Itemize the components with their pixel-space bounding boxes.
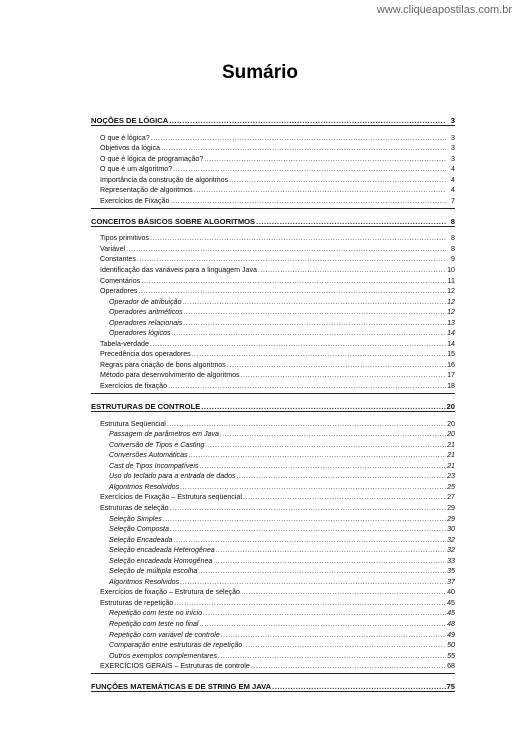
toc-page-number: 11 xyxy=(447,276,455,285)
toc-page-number: 17 xyxy=(447,371,455,380)
toc-section-heading[interactable] xyxy=(91,397,455,412)
toc-entry[interactable] xyxy=(91,596,455,607)
toc-page-number: 21 xyxy=(447,451,455,460)
toc-entry-label: Seleção de múltipla escolha xyxy=(109,567,198,576)
toc-entry-label: Operadores xyxy=(100,287,138,296)
toc-leader-dots xyxy=(172,329,446,337)
toc-entry-label: O que é lógica de programação? xyxy=(100,154,204,163)
toc-entry[interactable] xyxy=(91,449,455,460)
toc-page-number: 30 xyxy=(447,525,455,534)
toc-entry-label: Exercícios de fixação – Estrutura de seleção xyxy=(100,588,240,597)
toc-entry-label: Outros exemplos complementares xyxy=(109,651,218,660)
toc-page-number: 27 xyxy=(447,493,455,502)
toc-entry-label: Regras para criação de bons algoritmos xyxy=(100,360,226,369)
toc-page-number: 9 xyxy=(451,255,455,264)
toc-leader-dots xyxy=(141,277,446,285)
toc-page-number: 49 xyxy=(447,630,455,639)
toc-page-number: 29 xyxy=(447,514,455,523)
toc-page-number: 12 xyxy=(447,287,455,296)
toc-leader-dots xyxy=(168,382,446,390)
toc-leader-dots xyxy=(221,631,446,639)
toc-leader-dots xyxy=(163,515,446,523)
toc-leader-dots xyxy=(169,116,446,125)
toc-entry[interactable] xyxy=(91,316,455,327)
toc-entry-label: Seleção Simples xyxy=(109,514,162,523)
toc-entry[interactable] xyxy=(91,438,455,449)
toc-leader-dots xyxy=(241,371,446,379)
toc-entry-label: Tipos primitivos xyxy=(100,234,150,243)
toc-entry-label: Método para desenvolvimento de algoritmos xyxy=(100,371,240,380)
toc-entry-label: Operador de atribuição xyxy=(109,297,182,306)
toc-entry[interactable] xyxy=(91,617,455,628)
toc-entry[interactable] xyxy=(91,142,455,153)
toc-leader-dots xyxy=(251,662,446,670)
toc-leader-dots xyxy=(192,350,446,358)
toc-leader-dots xyxy=(137,255,446,263)
toc-leader-dots xyxy=(204,155,446,163)
toc-leader-dots xyxy=(173,165,446,173)
toc-entry[interactable] xyxy=(91,480,455,491)
toc-leader-dots xyxy=(201,402,445,411)
toc-entry[interactable] xyxy=(91,285,455,296)
toc-section xyxy=(91,111,455,209)
toc-page-number: 21 xyxy=(447,461,455,470)
toc-page-number: 3 xyxy=(451,154,455,163)
toc-entry[interactable] xyxy=(91,131,455,142)
toc-leader-dots xyxy=(237,472,446,480)
toc-section xyxy=(91,212,455,394)
toc-leader-dots xyxy=(150,234,446,242)
toc-section xyxy=(91,677,455,692)
toc-page-number: 20 xyxy=(447,419,455,428)
toc-leader-dots xyxy=(167,420,446,428)
toc-leader-dots xyxy=(184,308,446,316)
toc-entry[interactable] xyxy=(91,358,455,369)
toc-entry[interactable] xyxy=(91,173,455,184)
toc-entry-label: Algoritmos Resolvidos xyxy=(109,482,180,491)
toc-entry[interactable] xyxy=(91,369,455,380)
watermark: www.cliqueapostilas.com.br xyxy=(376,4,512,16)
toc-entry-label: Operadores aritméticos xyxy=(109,308,183,317)
toc-entry[interactable] xyxy=(91,306,455,317)
toc-page-number: 4 xyxy=(451,165,455,174)
toc-page-number: 20 xyxy=(447,430,455,439)
toc-leader-dots xyxy=(199,462,446,470)
toc-entry-label: Seleção Encadeada xyxy=(109,535,173,544)
toc-leader-dots xyxy=(170,504,446,512)
toc-page-number: 12 xyxy=(447,297,455,306)
toc-leader-dots xyxy=(126,245,446,253)
toc-entry-label: EXERCÍCIOS GERAIS – Estruturas de controle xyxy=(100,662,250,671)
toc-page-number: 37 xyxy=(447,577,455,586)
toc-leader-dots xyxy=(258,266,446,274)
toc-leader-dots xyxy=(229,176,446,184)
toc-leader-dots xyxy=(241,588,446,596)
toc-entry[interactable] xyxy=(91,242,455,253)
toc-page-number: 55 xyxy=(447,651,455,660)
toc-leader-dots xyxy=(203,609,446,617)
toc-entry[interactable] xyxy=(91,586,455,597)
toc-page-number: 45 xyxy=(447,598,455,607)
toc-entry[interactable] xyxy=(91,327,455,338)
toc-page-number: 21 xyxy=(447,440,455,449)
toc-entry-label: Tabela-verdade xyxy=(100,339,149,348)
toc-entry-label: Estruturas de seleção xyxy=(100,503,169,512)
toc-entry[interactable] xyxy=(91,544,455,555)
toc-heading-label: ESTRUTURAS DE CONTROLE xyxy=(91,402,201,412)
toc-entry[interactable] xyxy=(91,379,455,390)
toc-entry[interactable] xyxy=(91,649,455,660)
toc-entry[interactable] xyxy=(91,628,455,639)
toc-leader-dots xyxy=(180,483,446,491)
toc-leader-dots xyxy=(161,144,446,152)
toc-entry-label: Conversão de Tipos e Casting xyxy=(109,440,205,449)
toc-leader-dots xyxy=(243,641,446,649)
toc-entry-label: Precedência dos operadores xyxy=(100,350,191,359)
toc-leader-dots xyxy=(150,340,446,348)
toc-leader-dots xyxy=(194,186,446,194)
toc-entry[interactable] xyxy=(91,274,455,285)
toc-page-number: 14 xyxy=(447,329,455,338)
toc-leader-dots xyxy=(227,361,446,369)
toc-page-number: 16 xyxy=(447,360,455,369)
toc-entry-label: Passagem de parâmetros em Java xyxy=(109,430,220,439)
toc-section-heading[interactable] xyxy=(91,111,455,126)
toc-leader-dots xyxy=(180,578,446,586)
toc-leader-dots xyxy=(138,287,446,295)
toc-entry[interactable] xyxy=(91,459,455,470)
toc-entry[interactable] xyxy=(91,263,455,274)
toc-heading-label: NOÇÕES DE LÓGICA xyxy=(91,116,169,125)
toc-heading-label: FUNÇÕES MATEMÁTICAS E DE STRING EM JAVA xyxy=(91,682,272,692)
toc-entry-label: Estruturas de repetição xyxy=(100,598,174,607)
toc-entry-label: Exercícios de Fixação xyxy=(100,196,170,205)
toc-leader-dots xyxy=(198,567,446,575)
toc-page-number: 13 xyxy=(447,318,455,327)
toc-entry[interactable] xyxy=(91,232,455,243)
toc-entry[interactable] xyxy=(91,152,455,163)
toc-leader-dots xyxy=(205,441,446,449)
toc-leader-dots xyxy=(243,493,446,501)
toc-leader-dots xyxy=(189,451,446,459)
toc-entry-label: Objetivos da lógica xyxy=(100,144,160,153)
toc-page-number: 45 xyxy=(447,609,455,618)
toc-leader-dots xyxy=(256,217,446,226)
toc-page-number: 14 xyxy=(447,339,455,348)
toc-entry[interactable] xyxy=(91,337,455,348)
toc-page-number: 32 xyxy=(447,535,455,544)
toc-entry-label: Cast de Tipos Incompatíveis xyxy=(109,461,199,470)
toc-leader-dots xyxy=(200,620,446,628)
toc-page-number: 7 xyxy=(451,196,455,205)
toc-page-number: 8 xyxy=(451,244,455,253)
toc-entry[interactable] xyxy=(91,565,455,576)
toc-entry[interactable] xyxy=(91,184,455,195)
toc-entry-label: Constantes xyxy=(100,255,136,264)
toc-entry-label: Algoritmos Resolvidos xyxy=(109,577,180,586)
toc-page-number: 33 xyxy=(447,556,455,565)
toc-page-number: 12 xyxy=(447,308,455,317)
toc-page-number: 20 xyxy=(446,402,455,412)
toc-entry-label: Exercícios de fixação xyxy=(100,382,168,391)
toc-entry-label: Operadores relacionais xyxy=(109,318,183,327)
toc-page-number: 35 xyxy=(447,567,455,576)
toc-page-number: 18 xyxy=(447,382,455,391)
toc-leader-dots xyxy=(272,682,445,691)
toc-page-number: 10 xyxy=(447,266,455,275)
toc-page-number: 4 xyxy=(451,175,455,184)
toc-leader-dots xyxy=(216,546,446,554)
toc-entry[interactable] xyxy=(91,253,455,264)
toc-entry[interactable] xyxy=(91,348,455,359)
toc-page-number: 40 xyxy=(447,588,455,597)
toc-entry[interactable] xyxy=(91,470,455,481)
toc-entry-label: Estrutura Seqüencial xyxy=(100,419,166,428)
toc-page-number: 25 xyxy=(447,482,455,491)
toc-page-number: 15 xyxy=(447,350,455,359)
toc-leader-dots xyxy=(218,652,446,660)
toc-section-heading[interactable] xyxy=(91,212,455,227)
toc-entry-label: Conversões Automáticas xyxy=(109,451,188,460)
toc-entry-label: Exercícios de Fixação – Estrutura seqüencial xyxy=(100,493,242,502)
toc-page-number: 68 xyxy=(447,662,455,671)
toc-entry-label: Repetição com teste no início xyxy=(109,609,203,618)
toc-leader-dots xyxy=(220,430,446,438)
toc-entry[interactable] xyxy=(91,575,455,586)
toc-leader-dots xyxy=(170,525,446,533)
toc-leader-dots xyxy=(174,599,446,607)
toc-leader-dots xyxy=(213,557,446,565)
toc-entry[interactable] xyxy=(91,533,455,544)
toc-entry-label: O que é lógica? xyxy=(100,133,150,142)
toc-page-number: 8 xyxy=(450,216,455,226)
toc-entry-label: Importância da construção de algoritmos xyxy=(100,175,229,184)
toc-leader-dots xyxy=(174,536,446,544)
toc-entry[interactable] xyxy=(91,491,455,502)
toc-leader-dots xyxy=(170,197,446,205)
toc-entry-label: Uso do teclado para a entrada de dados xyxy=(109,472,236,481)
toc-entry-label: Seleção encadeada Homogênea xyxy=(109,556,213,565)
toc-entry-label: Comentários xyxy=(100,276,141,285)
toc-entry-label: Repetição com teste no final xyxy=(109,619,199,628)
toc-page-number: 3 xyxy=(450,116,455,125)
toc-page-number: 8 xyxy=(451,234,455,243)
toc-page-number: 4 xyxy=(451,186,455,195)
toc-entry[interactable] xyxy=(91,428,455,439)
toc-page-number: 32 xyxy=(447,546,455,555)
toc-page-number: 50 xyxy=(447,641,455,650)
toc-entry-label: Seleção Composta xyxy=(109,525,169,534)
toc-page-number: 23 xyxy=(447,472,455,481)
toc-entry[interactable] xyxy=(91,554,455,565)
toc-leader-dots xyxy=(183,319,446,327)
toc-entry-label: Representação de algoritmos xyxy=(100,186,193,195)
page-title: Sumário xyxy=(221,62,299,83)
toc-heading-label: CONCEITOS BÁSICOS SOBRE ALGORITMOS xyxy=(91,216,256,226)
toc-entry-label: O que é um algoritmo? xyxy=(100,165,173,174)
toc-entry-label: Operadores lógicos xyxy=(109,329,171,338)
table-of-contents xyxy=(91,111,455,697)
toc-page-number: 29 xyxy=(447,503,455,512)
toc-leader-dots xyxy=(183,298,446,306)
toc-entry[interactable] xyxy=(91,194,455,205)
toc-entry[interactable] xyxy=(91,163,455,174)
toc-page-number: 75 xyxy=(446,682,455,692)
toc-entry-label: Comparação entre estruturas de repetição xyxy=(109,641,243,650)
toc-entry[interactable] xyxy=(91,501,455,512)
toc-page-number: 3 xyxy=(451,133,455,142)
toc-page-number: 48 xyxy=(447,619,455,628)
toc-entry[interactable] xyxy=(91,639,455,650)
toc-entry[interactable] xyxy=(91,295,455,306)
toc-entry[interactable] xyxy=(91,523,455,534)
toc-entry-label: Seleção encadeada Heterogênea xyxy=(109,546,215,555)
toc-section-heading[interactable] xyxy=(91,677,455,692)
toc-entry[interactable] xyxy=(91,607,455,618)
toc-entry-label: Variável xyxy=(100,244,126,253)
toc-entry[interactable] xyxy=(91,417,455,428)
toc-entry-label: Repetição com variável de controle xyxy=(109,630,220,639)
toc-leader-dots xyxy=(151,134,446,142)
toc-page-number: 3 xyxy=(451,144,455,153)
toc-entry-label: Identificação das variáveis para a linguagem Java xyxy=(100,266,257,275)
toc-entry[interactable] xyxy=(91,660,455,671)
toc-section xyxy=(91,397,455,674)
toc-entry[interactable] xyxy=(91,512,455,523)
